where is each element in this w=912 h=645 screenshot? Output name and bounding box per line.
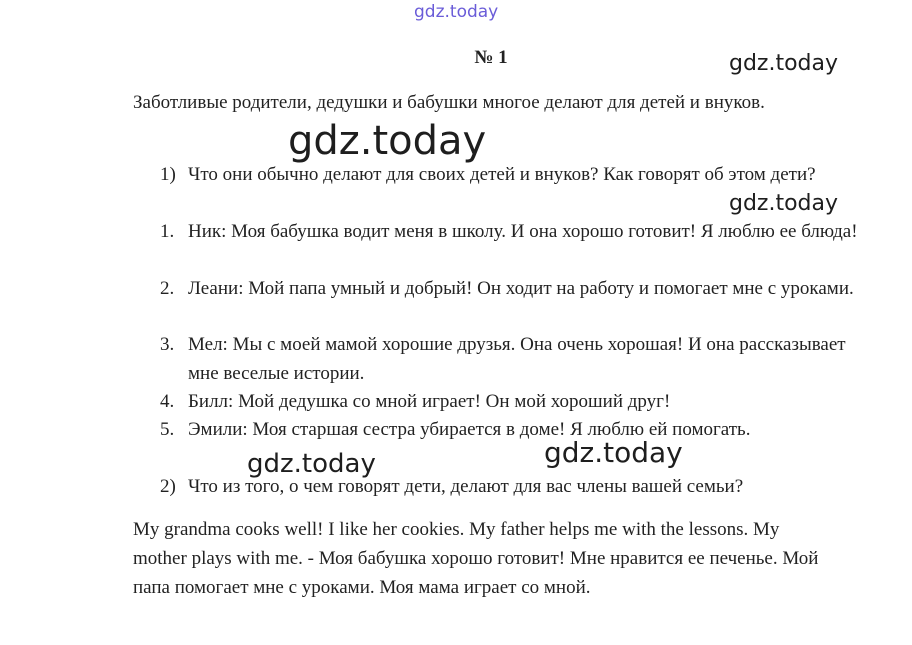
list-item xyxy=(160,217,860,246)
list-item-number: 1. xyxy=(160,221,175,242)
list-item-text: Мел: Мы с моей мамой хорошие друзья. Она очень хорошая! И она рассказывает мне веселые истории. xyxy=(188,334,846,384)
question-2 xyxy=(160,472,860,501)
list-item-text: Эмили: Моя старшая сестра убирается в доме! Я люблю ей помогать. xyxy=(188,419,751,440)
watermark-right-1: gdz.today xyxy=(729,51,839,76)
list-item-text: Леани: Мой папа умный и добрый! Он ходит на работу и помогает мне с уроками. xyxy=(188,278,854,299)
question-1-number: 1) xyxy=(160,164,176,185)
watermark-large: gdz.today xyxy=(288,118,487,164)
list-item-number: 5. xyxy=(160,419,175,440)
list-item-text: Ник: Моя бабушка водит меня в школу. И она хорошо готовит! Я люблю ее блюда! xyxy=(188,221,858,242)
watermark-top: gdz.today xyxy=(414,2,499,22)
list-item-text: Билл: Мой дедушка со мной играет! Он мой хороший друг! xyxy=(188,391,671,412)
list-item xyxy=(160,387,860,416)
watermark-middle-2: gdz.today xyxy=(544,436,683,469)
list-item-number: 3. xyxy=(160,334,175,355)
answer-paragraph: My grandma cooks well! I like her cookies. My father helps me with the lessons. My mother plays with me. - Моя бабушка хорошо готовит! Мне нравится ее печенье. Мой папа помогает мне с уроками. Моя мама играет со мной. xyxy=(133,519,819,598)
question-2-text: Что из того, о чем говорят дети, делают для вас члены вашей семьи? xyxy=(188,476,744,497)
exercise-title: № 1 xyxy=(474,47,508,68)
list-item xyxy=(160,415,860,444)
watermark-middle-1: gdz.today xyxy=(247,449,376,479)
list-item-number: 4. xyxy=(160,391,175,412)
question-1 xyxy=(160,160,860,189)
watermark-right-2: gdz.today xyxy=(729,191,839,216)
intro-paragraph: Заботливые родители, дедушки и бабушки многое делают для детей и внуков. xyxy=(133,92,765,113)
question-2-number: 2) xyxy=(160,476,176,497)
list-item xyxy=(160,274,860,303)
list-item xyxy=(160,330,860,388)
question-1-text: Что они обычно делают для своих детей и внуков? Как говорят об этом дети? xyxy=(188,164,816,185)
list-item-number: 2. xyxy=(160,278,175,299)
